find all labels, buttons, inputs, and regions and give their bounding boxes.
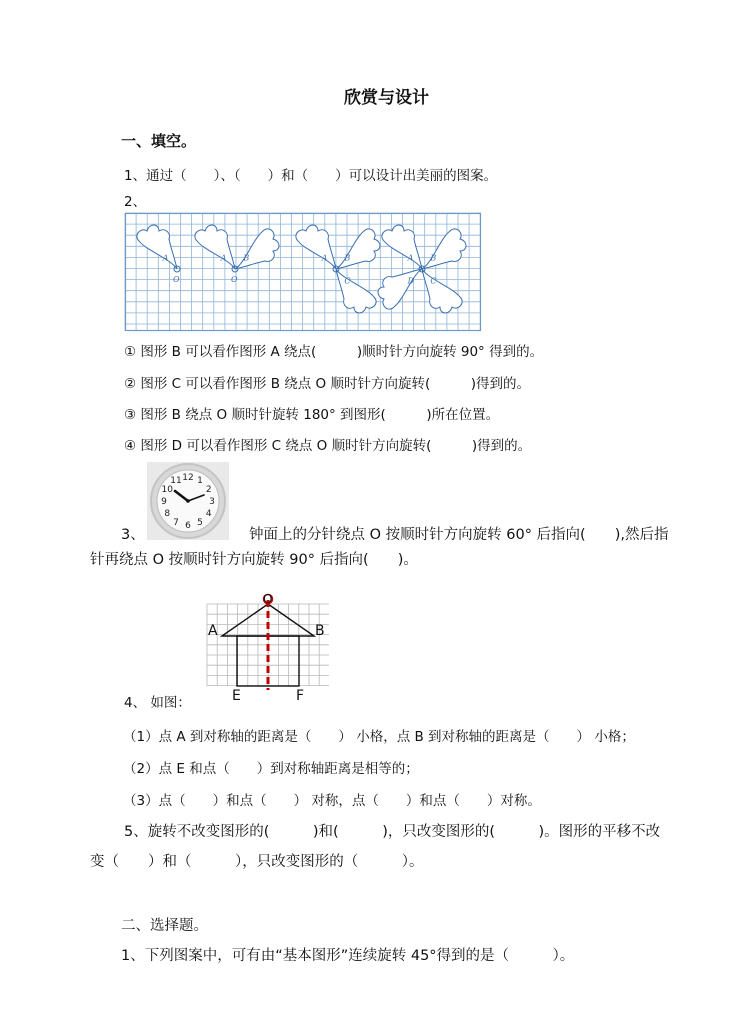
flower-petal — [296, 225, 336, 269]
petal-letter: B — [344, 253, 351, 263]
q2-item-2: ② 图形 C 可以看作图形 B 绕点 O 顺时针方向旋转( )得到的。 — [124, 376, 530, 392]
clock-number: 12 — [182, 473, 194, 483]
clock-number: 8 — [164, 509, 171, 519]
origin-label: O — [231, 275, 238, 284]
clock-number: 1 — [197, 476, 203, 487]
question-5-line-2: 变（ ）和（ ），只改变图形的（ ）。 — [90, 854, 424, 870]
section-heading-choice: 二、选择题。 — [121, 918, 208, 934]
choice-question-1: 1、下列图案中，可有由“基本图形”连续旋转 45°得到的是（ ）。 — [121, 948, 575, 964]
flower-petal — [382, 225, 422, 269]
question-2-number: 2、 — [124, 194, 147, 210]
petal-letter: A — [220, 253, 227, 263]
petal-letter: B — [430, 253, 437, 263]
point-e-label: E — [232, 688, 241, 704]
petal-letter: A — [162, 253, 169, 263]
petal-letter: B — [243, 253, 250, 263]
clock-number: 2 — [205, 485, 212, 495]
question-1: 1、通过（ ）、（ ）和（ ）可以设计出美丽的图案。 — [124, 168, 498, 184]
question-3-line-2: 针再绕点 O 按顺时针方向旋转 90° 后指向( )。 — [90, 552, 418, 568]
q4-item-1: （1）点 A 到对称轴的距离是（ ） 小格，点 B 到对称轴的距离是（ ） 小格； — [123, 729, 635, 745]
q2-item-4: ④ 图形 D 可以看作图形 C 绕点 O 顺时针方向旋转( )得到的。 — [124, 438, 532, 454]
flower-petal — [137, 225, 177, 269]
petal-letter: A — [321, 253, 328, 263]
flower-figures — [137, 225, 466, 313]
clock-face — [147, 462, 229, 540]
rotation-grid-figure — [125, 213, 481, 331]
question-3-number: 3、 — [121, 527, 145, 543]
point-o-label: O — [263, 592, 273, 606]
point-f-label: F — [296, 688, 305, 704]
clock-photo — [147, 462, 229, 540]
q4-item-2: （2）点 E 和点（ ）到对称轴距离是相等的； — [123, 761, 419, 777]
section-heading-fill-in: 一、填空。 — [121, 132, 197, 150]
clock-number: 6 — [185, 521, 191, 531]
petal-letter: C — [430, 276, 437, 286]
q2-item-1: ① 图形 B 可以看作图形 A 绕点( )顺时针方向旋转 90° 得到的。 — [124, 344, 544, 360]
q4-item-3: （3）点（ ）和点（ ） 对称，点（ ）和点（ ）对称。 — [123, 793, 541, 809]
question-5-line-1: 5、旋转不改变图形的( )和( )，只改变图形的( )。图形的平移不改 — [124, 824, 661, 840]
petal-letter: C — [344, 276, 351, 286]
question-3-line-1: 钟面上的分针绕点 O 按顺时针方向旋转 60° 后指向( ),然后指 — [249, 527, 669, 543]
clock-number: 9 — [161, 497, 167, 507]
question-4-number: 4、 如图： — [124, 695, 191, 711]
flower-petal — [195, 225, 235, 269]
petal-letter: D — [407, 276, 415, 286]
point-b-label: B — [315, 623, 325, 639]
clock-number: 5 — [197, 517, 203, 528]
petal-letter: A — [407, 253, 414, 263]
page-title: 欣赏与设计 — [344, 88, 429, 108]
symmetry-house-figure — [207, 604, 329, 690]
flower-petal — [378, 269, 422, 309]
point-a-label: A — [208, 623, 218, 639]
clock-number: 4 — [205, 509, 212, 519]
clock-number: 7 — [173, 517, 179, 528]
clock-number: 10 — [161, 485, 173, 495]
origin-label: O — [173, 275, 180, 284]
q2-item-3: ③ 图形 B 绕点 O 顺时针旋转 180° 到图形( )所在位置。 — [124, 407, 500, 423]
clock-number: 11 — [170, 476, 182, 487]
clock-number: 3 — [209, 497, 215, 507]
